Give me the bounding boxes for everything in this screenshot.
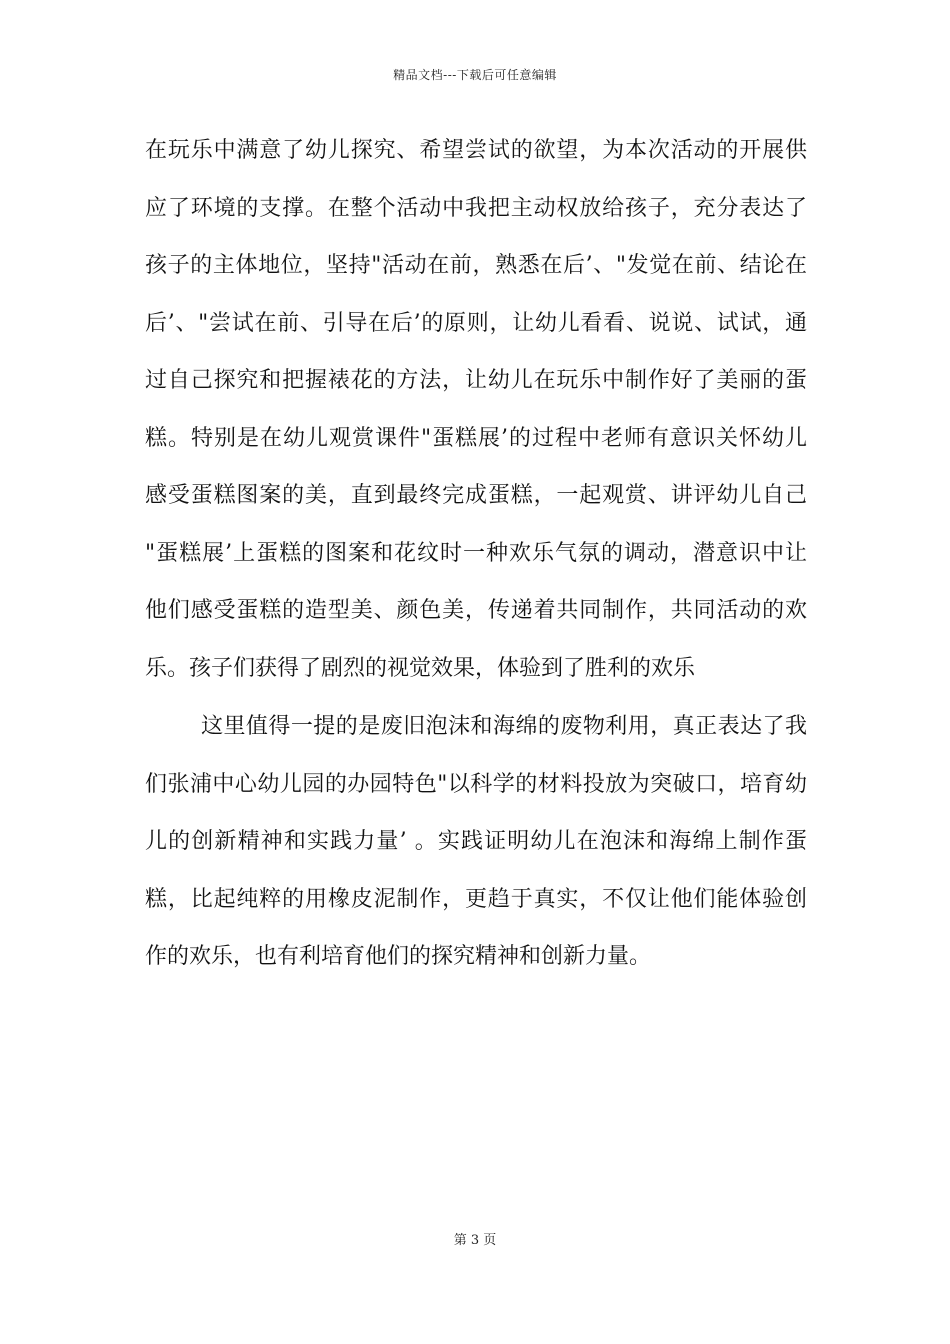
text-line: 他们感受蛋糕的造型美、颜色美，传递着共同制作，共同活动的欢 — [145, 598, 807, 623]
text-line: 们张浦中心幼儿园的办园特色"以科学的材料投放为突破口，培育幼 — [145, 771, 807, 797]
text-line: 孩子的主体地位，坚持"活动在前，熟悉在后’、"发觉在前、结论在 — [145, 253, 807, 278]
text-line: 过自己探究和把握裱花的方法，让幼儿在玩乐中制作好了美丽的蛋 — [145, 368, 807, 393]
paragraph-1 — [145, 129, 807, 704]
text-line: 这里值得一提的是废旧泡沫和海绵的废物利用，真正表达了我 — [201, 714, 807, 739]
text-line: 后’、"尝试在前、引导在后’的原则，让幼儿看看、说说、试试，通 — [145, 310, 807, 336]
text-line: 作的欢乐，也有利培育他们的探究精神和创新力量。 — [145, 944, 652, 969]
text-line: 乐。孩子们获得了剧烈的视觉效果，体验到了胜利的欢乐 — [145, 655, 696, 681]
text-line: 糕，比起纯粹的用橡皮泥制作，更趋于真实，不仅让他们能体验创 — [145, 886, 807, 912]
text-line: 糕。特别是在幼儿观赏课件"蛋糕展’的过程中老师有意识关怀幼儿 — [145, 425, 807, 451]
text-line: 儿的创新精神和实践力量’ 。实践证明幼儿在泡沫和海绵上制作蛋 — [145, 829, 807, 854]
page-header: 精品文档---下载后可任意编辑 — [393, 68, 557, 82]
text-line: 在玩乐中满意了幼儿探究、希望尝试的欲望，为本次活动的开展供 — [145, 138, 807, 163]
page-number: 第 3 页 — [453, 1233, 497, 1248]
text-line: 感受蛋糕图案的美，直到最终完成蛋糕，一起观赏、讲评幼儿自己 — [145, 483, 807, 508]
document-body — [145, 129, 807, 993]
text-line: 应了环境的支撑。在整个活动中我把主动权放给孩子，充分表达了 — [145, 195, 807, 221]
paragraph-2 — [145, 705, 807, 993]
text-line: "蛋糕展’上蛋糕的图案和花纹时一种欢乐气氛的调动，潜意识中让 — [145, 540, 807, 566]
